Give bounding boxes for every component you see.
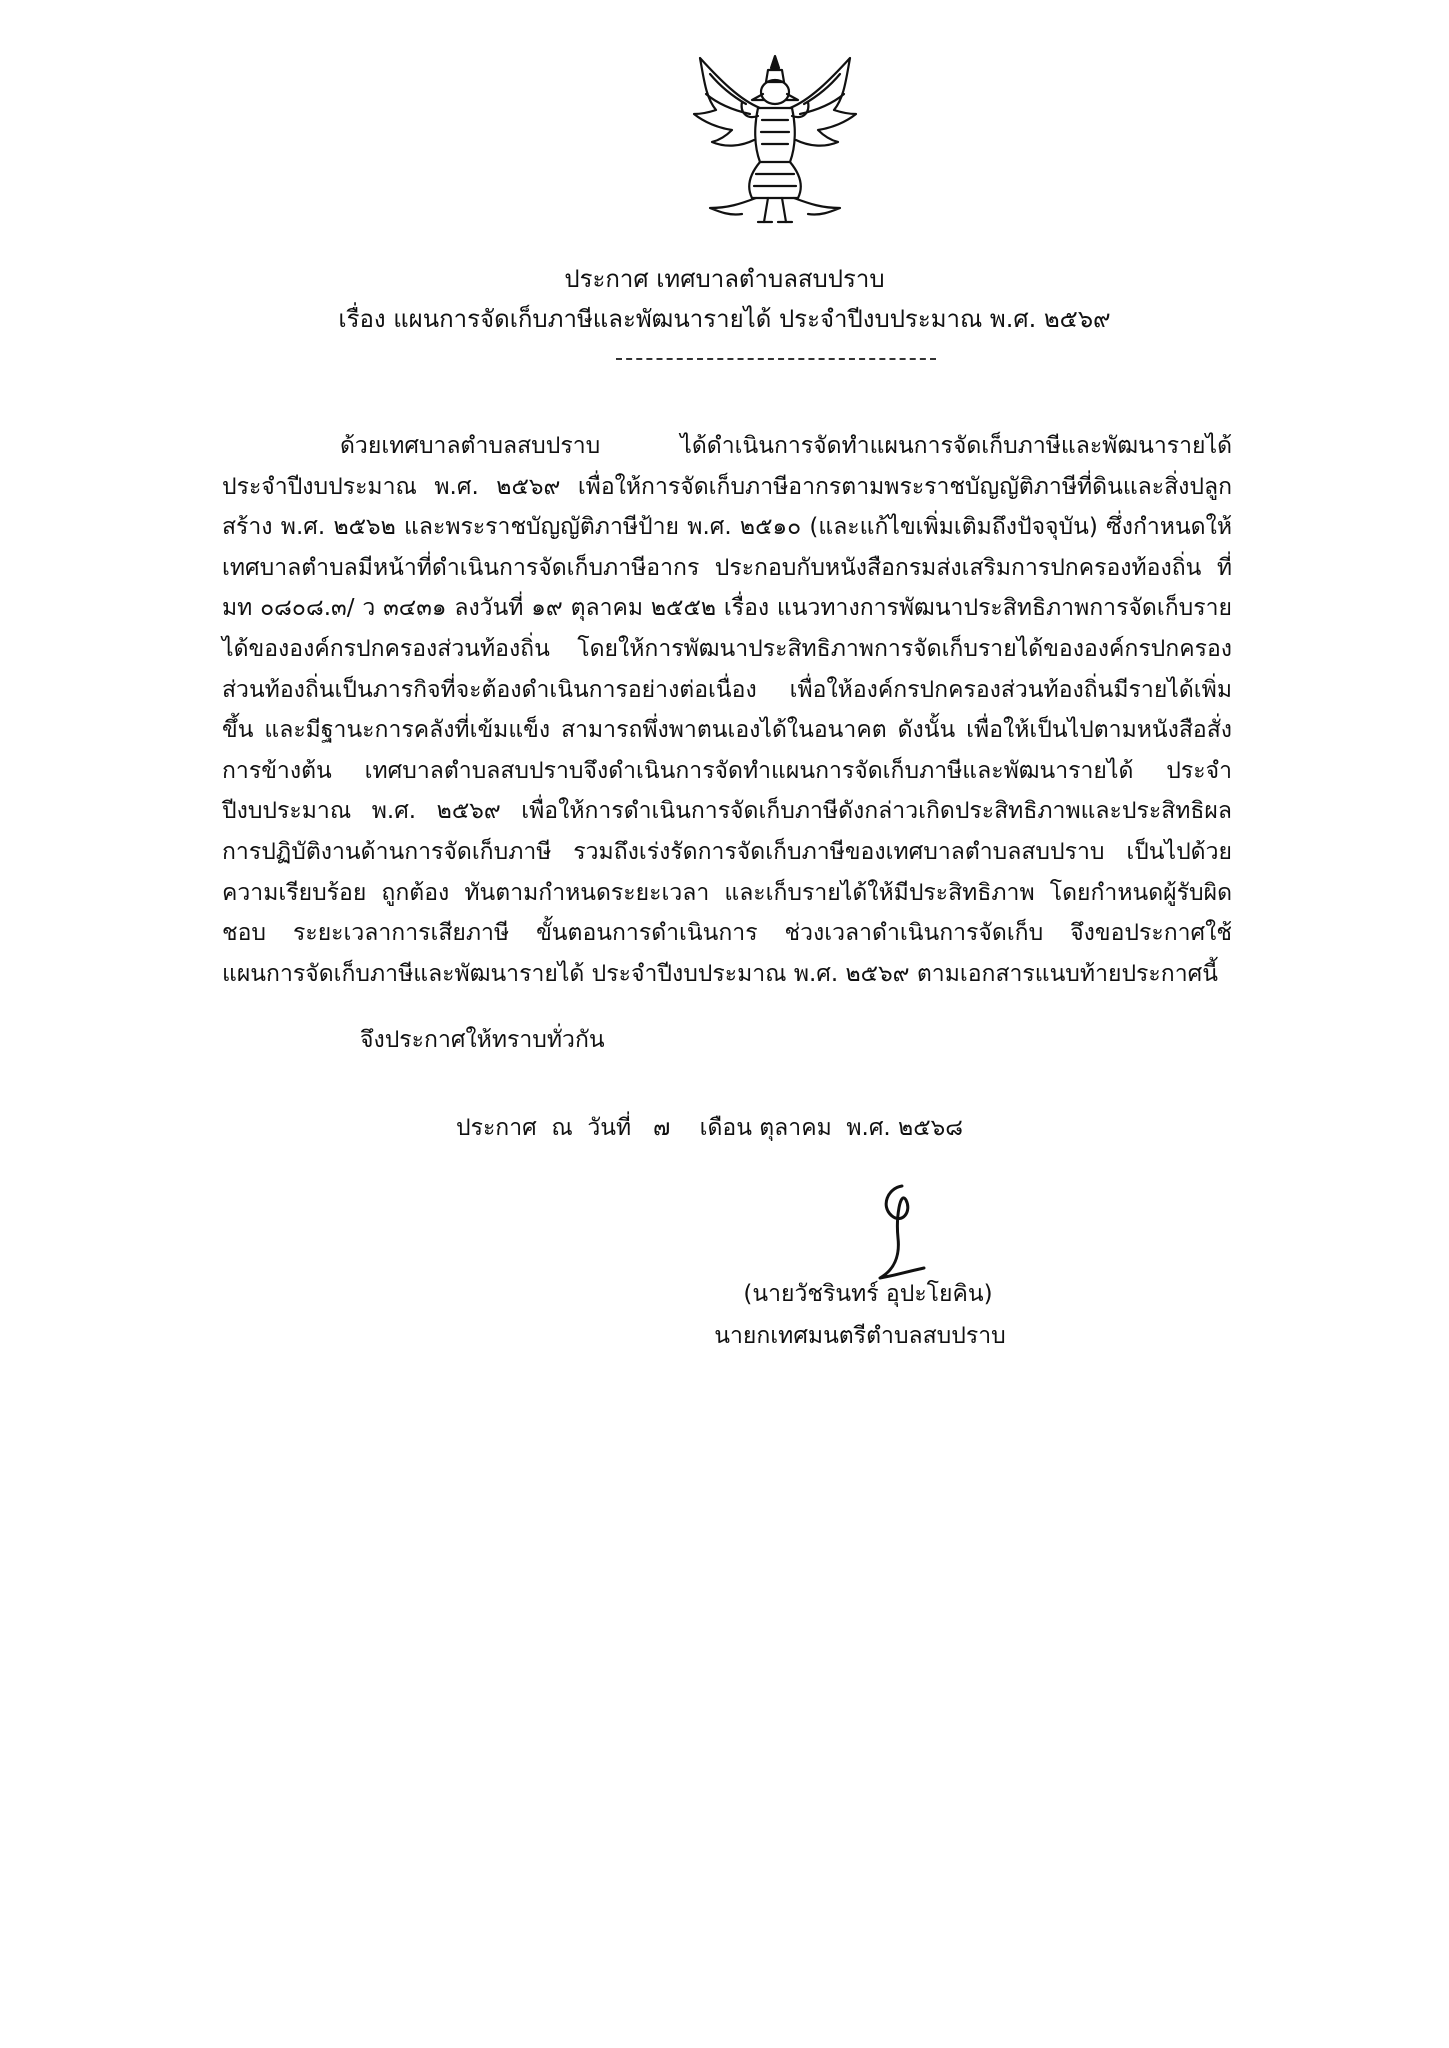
- handwritten-signature: [840, 1178, 960, 1288]
- signer-position: นายกเทศมนตรีตำบลสบปราบ: [714, 1323, 1006, 1349]
- divider-line: [616, 358, 936, 360]
- closing-line: จึงประกาศให้ทราบทั่วกัน: [360, 1027, 605, 1053]
- announcement-subject: เรื่อง แผนการจัดเก็บภาษีและพัฒนารายได้ ประจำปีงบประมาณ พ.ศ. ๒๕๖๙: [338, 305, 1111, 333]
- announcement-date: ประกาศ ณ วันที่ ๗ เดือน ตุลาคม พ.ศ. ๒๕๖๘: [456, 1115, 963, 1141]
- body-paragraph: ด้วยเทศบาลตำบลสบปราบ ได้ดำเนินการจัดทำแผนการจัดเก็บภาษีและพัฒนารายได้ ประจำปีงบประมาณ พ.ศ. ๒๕๖๙ เพื่อให้การจัดเก็บภาษีอากรตามพระราชบัญญัติภาษีที่ดินและสิ่งปลูกสร้าง พ.ศ. ๒๕๖๒ และพระราชบัญญัติภาษีป้าย พ.ศ. ๒๕๑๐ (และแก้ไขเพิ่มเติมถึงปัจจุบัน) ซึ่งกำหนดให้เทศบาลตำบลมีหน้าที่ดำเนินการจัดเก็บภาษีอากร ประกอบกับหนังสือกรมส่งเสริมการปกครองท้องถิ่น ที่ มท ๐๘๐๘.๓/ ว ๓๔๓๑ ลงวันที่ ๑๙ ตุลาคม ๒๕๕๒ เรื่อง แนวทางการพัฒนาประสิทธิภาพการจัดเก็บรายได้ขององค์กรปกครองส่วนท้องถิ่น โดยให้การพัฒนาประสิทธิภาพการจัดเก็บรายได้ขององค์กรปกครองส่วนท้องถิ่นเป็นภารกิจที่จะต้องดำเนินการอย่างต่อเนื่อง เพื่อให้องค์กรปกครองส่วนท้องถิ่นมีรายได้เพิ่มขึ้น และมีฐานะการคลังที่เข้มแข็ง สามารถพึ่งพาตนเองได้ในอนาคต ดังนั้น เพื่อให้เป็นไปตามหนังสือสั่งการข้างต้น เทศบาลตำบลสบปราบจึงดำเนินการจัดทำแผนการจัดเก็บภาษีและพัฒนารายได้ ประจำปีงบประมาณ พ.ศ. ๒๕๖๙ เพื่อให้การดำเนินการจัดเก็บภาษีดังกล่าวเกิดประสิทธิภาพและประสิทธิผล การปฏิบัติงานด้านการจัดเก็บภาษี รวมถึงเร่งรัดการจัดเก็บภาษีของเทศบาลตำบลสบปราบ เป็นไปด้วยความเรียบร้อย ถูกต้อง ทันตามกำหนดระยะเวลา และเก็บรายได้ให้มีประสิทธิภาพ โดยกำหนดผู้รับผิดชอบ ระยะเวลาการเสียภาษี ขั้นตอนการดำเนินการ ช่วงเวลาดำเนินการจัดเก็บ จึงขอประกาศใช้แผนการจัดเก็บภาษีและพัฒนารายได้ ประจำปีงบประมาณ พ.ศ. ๒๕๖๙ ตามเอกสารแนบท้ายประกาศนี้: [222, 433, 1232, 987]
- signer-name: (นายวัชรินทร์ อุปะโยคิน): [743, 1281, 993, 1307]
- garuda-emblem-icon: [680, 50, 870, 230]
- announcement-title: ประกาศ เทศบาลตำบลสบปราบ: [564, 265, 885, 293]
